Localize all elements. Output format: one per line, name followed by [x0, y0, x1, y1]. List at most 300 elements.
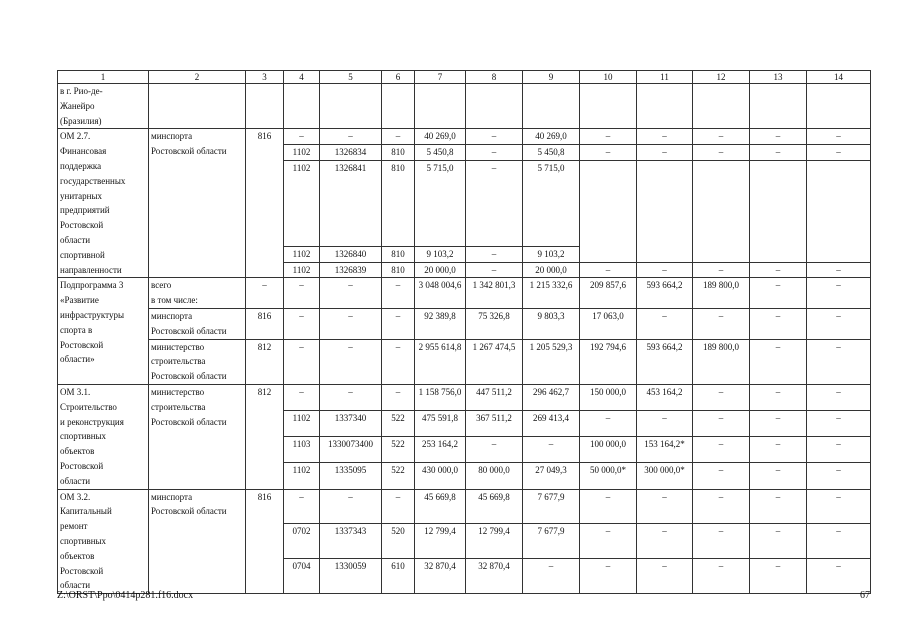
cell-line: –	[775, 413, 781, 424]
table-cell	[523, 489, 580, 524]
table-cell	[580, 160, 637, 262]
table-cell	[320, 524, 382, 559]
cell-line: Ростовской области	[151, 506, 227, 517]
cell-line: Ростовской	[60, 565, 104, 576]
table-cell	[637, 463, 693, 489]
cell-line: –	[775, 439, 781, 450]
table-cell	[807, 145, 871, 161]
table-cell	[320, 145, 382, 161]
cell-line: 75 326,8	[478, 310, 510, 321]
table-cell	[637, 308, 693, 339]
cell-line: –	[395, 491, 401, 502]
table-cell	[415, 384, 466, 410]
table-cell	[637, 411, 693, 437]
cell-line: 812	[257, 341, 272, 352]
header-cell: 6	[382, 71, 415, 84]
cell-line: министерство	[151, 341, 205, 352]
cell-line: Строительство	[60, 401, 117, 412]
table-cell	[750, 308, 807, 339]
table-cell	[807, 437, 871, 463]
cell-line: 300 000,0*	[644, 465, 685, 476]
cell-line: 45 669,8	[478, 491, 510, 502]
cell-line: 7 677,9	[537, 491, 565, 502]
cell-line: ремонт	[60, 521, 88, 532]
cell-line: 1102	[292, 413, 311, 424]
cell-line: 32 870,4	[424, 561, 456, 572]
cell-line: 1103	[292, 439, 311, 450]
cell-line: 100 000,0	[590, 439, 626, 450]
table-cell	[415, 145, 466, 161]
cell-line: 32 870,4	[478, 561, 510, 572]
header-cell: 2	[149, 71, 246, 84]
cell-line: 810	[391, 162, 405, 173]
header-cell: 10	[580, 71, 637, 84]
cell-line: 816	[257, 491, 272, 502]
cell-line: –	[775, 280, 781, 291]
cell-line: –	[836, 131, 841, 142]
table-cell	[523, 411, 580, 437]
cell-line: –	[775, 465, 781, 476]
table-cell	[523, 129, 580, 145]
table-cell	[415, 339, 466, 384]
table-cell	[284, 160, 320, 246]
cell-line: Финансовая	[60, 146, 107, 157]
cell-line: –	[836, 386, 841, 397]
cell-line: –	[662, 131, 667, 142]
table-cell	[637, 384, 693, 410]
table-cell	[637, 262, 693, 278]
table-cell	[149, 384, 246, 489]
table-cell	[149, 489, 246, 594]
table-cell	[580, 524, 637, 559]
cell-line: 447 511,2	[476, 386, 512, 397]
file-path: Z:\ORST\Ppo\0414p281.f16.docx	[57, 590, 194, 601]
table-cell	[523, 262, 580, 278]
table-cell	[750, 559, 807, 594]
cell-line: –	[662, 147, 667, 158]
table-cell	[284, 246, 320, 262]
table-cell	[750, 339, 807, 384]
table-cell	[284, 278, 320, 309]
table-cell	[284, 262, 320, 278]
cell-line: и реконструкция	[60, 416, 124, 427]
cell-line: 5 450,8	[537, 147, 565, 158]
cell-line: –	[718, 413, 724, 424]
cell-line: –	[836, 341, 841, 352]
table-cell	[807, 489, 871, 524]
cell-line: спортивной	[60, 249, 105, 260]
cell-line: 1 342 801,3	[472, 280, 516, 291]
cell-line: 522	[391, 413, 405, 424]
table-cell	[415, 278, 466, 309]
table-cell	[637, 145, 693, 161]
budget-table	[57, 70, 871, 594]
table-cell	[466, 262, 523, 278]
cell-line: спорта в	[60, 324, 93, 335]
page-number: 67	[860, 590, 870, 601]
cell-line: –	[836, 561, 841, 572]
table-cell	[320, 437, 382, 463]
table-cell	[637, 489, 693, 524]
cell-line: Ростовской	[60, 220, 104, 231]
table-cell	[750, 411, 807, 437]
table-cell	[466, 278, 523, 309]
table-cell	[580, 84, 637, 129]
cell-line: –	[395, 386, 401, 397]
cell-line: –	[662, 310, 667, 321]
cell-line: 0702	[292, 526, 311, 537]
header-cell: 1	[58, 71, 149, 84]
table-cell	[693, 84, 750, 129]
cell-line: министерство	[151, 386, 205, 397]
table-cell	[246, 339, 284, 384]
table-cell	[149, 278, 246, 309]
cell-line: 1337343	[334, 526, 367, 537]
table-cell	[580, 308, 637, 339]
cell-line: –	[718, 465, 724, 476]
table-cell	[320, 129, 382, 145]
header-cell: 14	[807, 71, 871, 84]
table-cell	[807, 129, 871, 145]
cell-line: –	[605, 413, 611, 424]
cell-line: –	[348, 341, 353, 352]
cell-line: 5 715,0	[537, 162, 565, 173]
table-cell	[750, 129, 807, 145]
table-cell	[750, 160, 807, 262]
header-cell: 3	[246, 71, 284, 84]
cell-line: 810	[391, 264, 405, 275]
cell-line: 9 803,3	[537, 310, 565, 321]
table-cell	[320, 308, 382, 339]
cell-line: 810	[391, 147, 405, 158]
table-cell	[693, 160, 750, 262]
cell-line: в г. Рио-де-	[60, 86, 103, 96]
header-cell: 13	[750, 71, 807, 84]
table-cell	[750, 463, 807, 489]
table-cell	[523, 308, 580, 339]
cell-line: –	[491, 439, 497, 450]
table-cell	[320, 489, 382, 524]
table-cell	[466, 384, 523, 410]
table-cell	[466, 246, 523, 262]
cell-line: –	[395, 280, 401, 291]
table-row	[58, 339, 871, 384]
cell-line: 1 205 529,3	[529, 341, 573, 352]
cell-line: спортивных	[60, 535, 107, 546]
cell-line: 1102	[292, 465, 311, 476]
cell-line: –	[548, 561, 554, 572]
cell-line: ОМ 2.7.	[60, 131, 91, 142]
cell-line: 367 511,2	[476, 413, 512, 424]
table-cell	[320, 384, 382, 410]
table-cell	[693, 262, 750, 278]
cell-line: –	[718, 491, 724, 502]
table-cell	[637, 437, 693, 463]
cell-line: 150 000,0	[590, 386, 626, 397]
cell-line: 475 591,8	[422, 413, 458, 424]
cell-line: области	[60, 234, 91, 245]
cell-line: 453 164,2	[646, 386, 683, 397]
table-cell	[466, 160, 523, 246]
cell-line: –	[836, 147, 841, 158]
table-cell	[382, 559, 415, 594]
cell-line: –	[299, 491, 304, 502]
table-cell	[580, 278, 637, 309]
cell-line: –	[662, 413, 667, 424]
cell-line: –	[836, 264, 841, 275]
cell-line: минспорта	[151, 310, 193, 321]
table-cell	[693, 463, 750, 489]
cell-line: –	[718, 561, 724, 572]
table-cell	[58, 384, 149, 489]
cell-line: 816	[257, 131, 272, 142]
cell-line: 3 048 004,6	[418, 280, 462, 291]
table-cell	[693, 411, 750, 437]
cell-line: 40 269,0	[424, 131, 456, 142]
cell-line: 816	[257, 310, 272, 321]
table-cell	[750, 524, 807, 559]
cell-line: –	[299, 280, 304, 291]
cell-line: –	[718, 147, 724, 158]
cell-line: –	[491, 264, 497, 275]
cell-line: –	[775, 310, 781, 321]
table-cell	[415, 524, 466, 559]
table-cell	[580, 339, 637, 384]
cell-line: –	[348, 280, 353, 291]
table-cell	[415, 246, 466, 262]
cell-line: –	[775, 386, 781, 397]
cell-line: ОМ 3.1.	[60, 386, 91, 397]
cell-line: 1326839	[334, 264, 367, 275]
cell-line: –	[775, 131, 781, 142]
cell-line: –	[775, 147, 781, 158]
table-cell	[320, 463, 382, 489]
cell-line: –	[718, 131, 724, 142]
table-cell	[466, 411, 523, 437]
table-cell	[693, 489, 750, 524]
cell-line: 1 215 332,6	[529, 280, 573, 291]
table-cell	[807, 160, 871, 262]
cell-line: –	[491, 162, 497, 173]
table-cell	[580, 489, 637, 524]
table-cell	[637, 84, 693, 129]
cell-line: –	[836, 465, 841, 476]
cell-line: 1326834	[334, 147, 367, 158]
table-row	[58, 489, 871, 524]
table-cell	[246, 278, 284, 309]
cell-line: Ростовской	[60, 339, 104, 350]
cell-line: –	[836, 526, 841, 537]
cell-line: 593 664,2	[646, 280, 683, 291]
table-cell	[807, 384, 871, 410]
table-cell	[466, 129, 523, 145]
table-header-row	[58, 71, 871, 84]
table-cell	[466, 84, 523, 129]
cell-line: –	[395, 131, 401, 142]
table-cell	[320, 262, 382, 278]
table-cell	[750, 84, 807, 129]
table-cell	[284, 437, 320, 463]
table-cell	[415, 308, 466, 339]
cell-line: –	[775, 561, 781, 572]
cell-line: –	[348, 310, 353, 321]
table-cell	[693, 559, 750, 594]
table-row	[58, 129, 871, 145]
table-cell	[415, 84, 466, 129]
table-cell	[320, 411, 382, 437]
table-cell	[580, 463, 637, 489]
table-cell	[284, 411, 320, 437]
table-cell	[284, 559, 320, 594]
cell-line: 5 715,0	[426, 162, 454, 173]
table-cell	[580, 559, 637, 594]
cell-line: –	[718, 386, 724, 397]
table-row	[58, 278, 871, 309]
table-cell	[246, 489, 284, 594]
cell-line: Жанейро	[60, 100, 95, 111]
cell-line: –	[662, 491, 667, 502]
table-cell	[750, 489, 807, 524]
cell-line: –	[775, 341, 781, 352]
table-cell	[382, 262, 415, 278]
table-cell	[320, 246, 382, 262]
cell-line: инфраструктуры	[60, 309, 124, 320]
table-cell	[637, 160, 693, 262]
cell-line: строительства	[151, 356, 206, 367]
cell-line: унитарных	[60, 190, 103, 201]
table-cell	[382, 278, 415, 309]
table-cell	[415, 129, 466, 145]
table-cell	[750, 384, 807, 410]
table-cell	[807, 524, 871, 559]
cell-line: 12 799,4	[424, 526, 456, 537]
cell-line: 253 164,2	[422, 439, 458, 450]
cell-line: 1326841	[334, 162, 367, 173]
table-cell	[415, 489, 466, 524]
table-cell	[750, 437, 807, 463]
table-cell	[284, 308, 320, 339]
cell-line: 810	[391, 248, 405, 259]
cell-line: Подпрограмма 3	[60, 280, 124, 291]
cell-line: 192 794,6	[590, 341, 626, 352]
cell-line: 522	[391, 439, 405, 450]
table-cell	[284, 524, 320, 559]
cell-line: –	[299, 131, 304, 142]
cell-line: 520	[391, 526, 405, 537]
cell-line: –	[662, 264, 667, 275]
cell-line: 189 800,0	[703, 280, 739, 291]
cell-line: –	[605, 561, 611, 572]
header-cell: 12	[693, 71, 750, 84]
cell-line: 12 799,4	[478, 526, 510, 537]
cell-line: 1326840	[334, 248, 367, 259]
cell-line: строительства	[151, 401, 206, 412]
table-cell	[149, 129, 246, 278]
table-cell	[284, 84, 320, 129]
cell-line: области	[60, 475, 91, 486]
table-cell	[466, 339, 523, 384]
cell-line: –	[605, 491, 611, 502]
table-cell	[580, 262, 637, 278]
cell-line: 430 000,0	[422, 465, 458, 476]
table-cell	[693, 129, 750, 145]
cell-line: 812	[257, 386, 272, 397]
table-cell	[382, 463, 415, 489]
cell-line: 153 164,2*	[644, 439, 685, 450]
cell-line: Ростовской	[60, 460, 104, 471]
cell-line: –	[348, 131, 353, 142]
table-cell	[523, 463, 580, 489]
cell-line: 2 955 614,8	[418, 341, 462, 352]
table-cell	[637, 339, 693, 384]
table-cell	[149, 84, 246, 129]
table-cell	[466, 308, 523, 339]
table-cell	[320, 339, 382, 384]
cell-line: всего	[151, 280, 172, 291]
table-cell	[415, 160, 466, 246]
cell-line: –	[299, 341, 304, 352]
cell-line: –	[836, 310, 841, 321]
cell-line: –	[491, 248, 497, 259]
table-cell	[637, 524, 693, 559]
cell-line: 189 800,0	[703, 341, 739, 352]
cell-line: 1337340	[334, 413, 367, 424]
cell-line: 50 000,0*	[590, 465, 626, 476]
cell-line: –	[836, 413, 841, 424]
cell-line: (Бразилия)	[60, 115, 102, 126]
cell-line: –	[491, 131, 497, 142]
cell-line: –	[605, 147, 611, 158]
cell-line: 269 413,4	[533, 413, 569, 424]
cell-line: минспорта	[151, 491, 193, 502]
cell-line: 27 049,3	[535, 465, 567, 476]
table-row	[58, 84, 871, 129]
table-cell	[382, 437, 415, 463]
table-cell	[523, 437, 580, 463]
table-cell	[58, 129, 149, 278]
cell-line: поддержка	[60, 160, 102, 171]
cell-line: 0704	[292, 561, 311, 572]
table-cell	[382, 129, 415, 145]
cell-line: –	[395, 310, 401, 321]
table-cell	[284, 384, 320, 410]
cell-line: –	[605, 264, 611, 275]
cell-line: направленности	[60, 264, 122, 275]
table-cell	[58, 278, 149, 385]
table-cell	[382, 308, 415, 339]
table-cell	[523, 160, 580, 246]
cell-line: –	[718, 439, 724, 450]
cell-line: –	[775, 491, 781, 502]
cell-line: –	[775, 264, 781, 275]
table-cell	[693, 145, 750, 161]
cell-line: 1330073400	[328, 439, 373, 450]
cell-line: 1335095	[334, 465, 367, 476]
table-cell	[320, 559, 382, 594]
table-cell	[382, 145, 415, 161]
table-cell	[523, 524, 580, 559]
cell-line: 1102	[292, 248, 311, 259]
cell-line: области	[60, 580, 91, 591]
table-cell	[807, 339, 871, 384]
table-cell	[382, 411, 415, 437]
table-cell	[284, 463, 320, 489]
cell-line: 80 000,0	[478, 465, 510, 476]
table-cell	[382, 339, 415, 384]
table-cell	[523, 84, 580, 129]
cell-line: –	[299, 386, 304, 397]
cell-line: –	[548, 439, 554, 450]
